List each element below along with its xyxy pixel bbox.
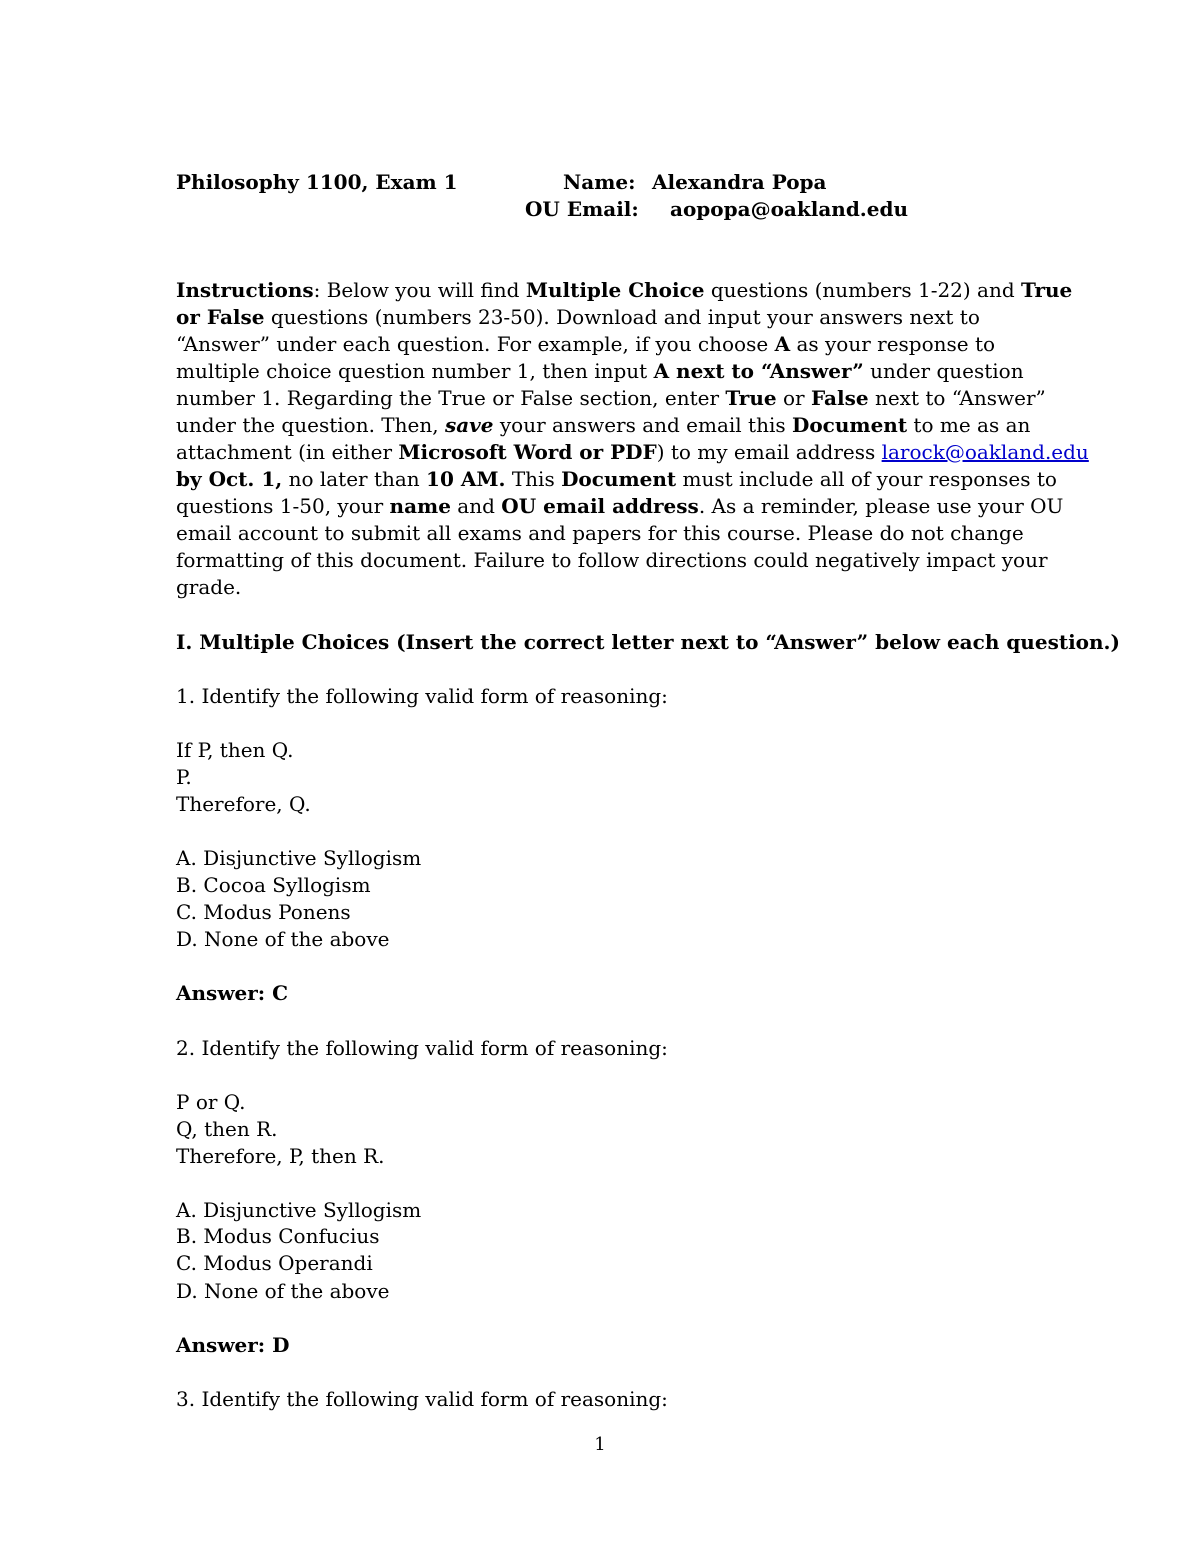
instructions-bold: A: [774, 332, 791, 356]
instructions-text: must include all of your responses to: [676, 467, 1057, 491]
instructions-bold: Multiple Choice: [525, 278, 705, 302]
instructions-text: grade.: [176, 575, 242, 599]
instructions-bold: by Oct. 1,: [176, 467, 283, 491]
instructions-bold: OU email address: [501, 494, 699, 518]
instructions-bold: A next to “Answer”: [653, 359, 864, 383]
instructions-line: [176, 574, 241, 601]
instructions-line: [176, 385, 1046, 412]
instructions-text: under the question. Then,: [176, 413, 445, 437]
instructions-line: [176, 547, 1048, 574]
instructions-line: [176, 358, 1024, 385]
option-a: A. Disjunctive Syllogism: [176, 846, 422, 870]
instructions-bold: False: [810, 386, 869, 410]
option-c: C. Modus Ponens: [176, 900, 351, 924]
conclusion-line: Therefore, P, then R.: [176, 1144, 385, 1168]
option-b: B. Modus Confucius: [176, 1224, 380, 1248]
instructions-line: [176, 439, 1089, 466]
instructions-bold: True: [1021, 278, 1073, 302]
instructions-text: attachment (in either: [176, 440, 399, 464]
name-label: Name:: [563, 170, 636, 194]
instructions-line: [176, 466, 1057, 493]
instructions-label: Instructions: [176, 278, 314, 302]
option-d: D. None of the above: [176, 1279, 390, 1303]
instructions-bold: Document: [561, 467, 677, 491]
instructions-text: . As a reminder, please use your OU: [698, 494, 1064, 518]
question-prompt: 2. Identify the following valid form of reasoning:: [176, 1036, 668, 1060]
question-prompt: 3. Identify the following valid form of reasoning:: [176, 1387, 668, 1411]
instructions-line: [176, 304, 980, 331]
option-b: B. Cocoa Syllogism: [176, 873, 371, 897]
instructions-text: email account to submit all exams and papers for this course. Please do not change: [176, 521, 1024, 545]
instructions-bold: name: [389, 494, 451, 518]
option-c: C. Modus Operandi: [176, 1251, 373, 1275]
instructions-line: [176, 520, 1024, 547]
instructions-bold: Microsoft Word or PDF: [398, 440, 657, 464]
email-value: aopopa@oakland.edu: [670, 197, 909, 221]
instructions-text: no later than: [282, 467, 427, 491]
instructions-text: formatting of this document. Failure to follow directions could negatively impact your: [176, 548, 1048, 572]
option-a: A. Disjunctive Syllogism: [176, 1198, 422, 1222]
name-value: Alexandra Popa: [652, 170, 827, 194]
instructions-text: to me as an: [907, 413, 1031, 437]
premise-line: If P, then Q.: [176, 738, 294, 762]
instructions-bold: or False: [176, 305, 265, 329]
page-number: 1: [594, 1434, 606, 1455]
instructions-text: ) to my email address: [656, 440, 882, 464]
instructions-bold-italic: save: [444, 413, 494, 437]
instructions-line: [176, 493, 1063, 520]
instructions-text: number 1. Regarding the True or False section, enter: [176, 386, 726, 410]
answer-line: Answer: C: [176, 981, 289, 1005]
instructions-text: “Answer” under each question. For example, if you choose: [176, 332, 775, 356]
section-heading: I. Multiple Choices (Insert the correct letter next to “Answer” below each question.): [176, 630, 1120, 654]
premise-line: Q, then R.: [176, 1117, 278, 1141]
instructions-text: next to “Answer”: [868, 386, 1046, 410]
exam-title: Philosophy 1100, Exam 1: [176, 170, 458, 194]
premise-line: P or Q.: [176, 1090, 246, 1114]
instructions-bold: Document: [792, 413, 908, 437]
instructions-text: your answers and email this: [493, 413, 792, 437]
instructions-line: [176, 412, 1030, 439]
conclusion-line: Therefore, Q.: [176, 792, 311, 816]
option-d: D. None of the above: [176, 927, 390, 951]
instructions-bold: True: [725, 386, 777, 410]
instructions-text: This: [505, 467, 562, 491]
instructions-line: [176, 331, 995, 358]
instructions-text: questions 1-50, your: [176, 494, 390, 518]
instructor-email-link[interactable]: larock@oakland.edu: [881, 440, 1089, 464]
instructions-text: multiple choice question number 1, then input: [176, 359, 654, 383]
instructions-text: and: [450, 494, 502, 518]
instructions-text: as your response to: [790, 332, 996, 356]
instructions-text: : Below you will find: [313, 278, 526, 302]
instructions-text: or: [776, 386, 811, 410]
instructions-text: under question: [863, 359, 1024, 383]
instructions-text: questions (numbers 1-22) and: [704, 278, 1022, 302]
answer-line: Answer: D: [176, 1333, 290, 1357]
premise-line: P.: [176, 765, 192, 789]
email-label: OU Email:: [525, 197, 639, 221]
instructions-bold: 10 AM.: [426, 467, 506, 491]
instructions-text: questions (numbers 23-50). Download and input your answers next to: [264, 305, 980, 329]
question-prompt: 1. Identify the following valid form of reasoning:: [176, 684, 668, 708]
instructions-line: [176, 277, 1072, 304]
